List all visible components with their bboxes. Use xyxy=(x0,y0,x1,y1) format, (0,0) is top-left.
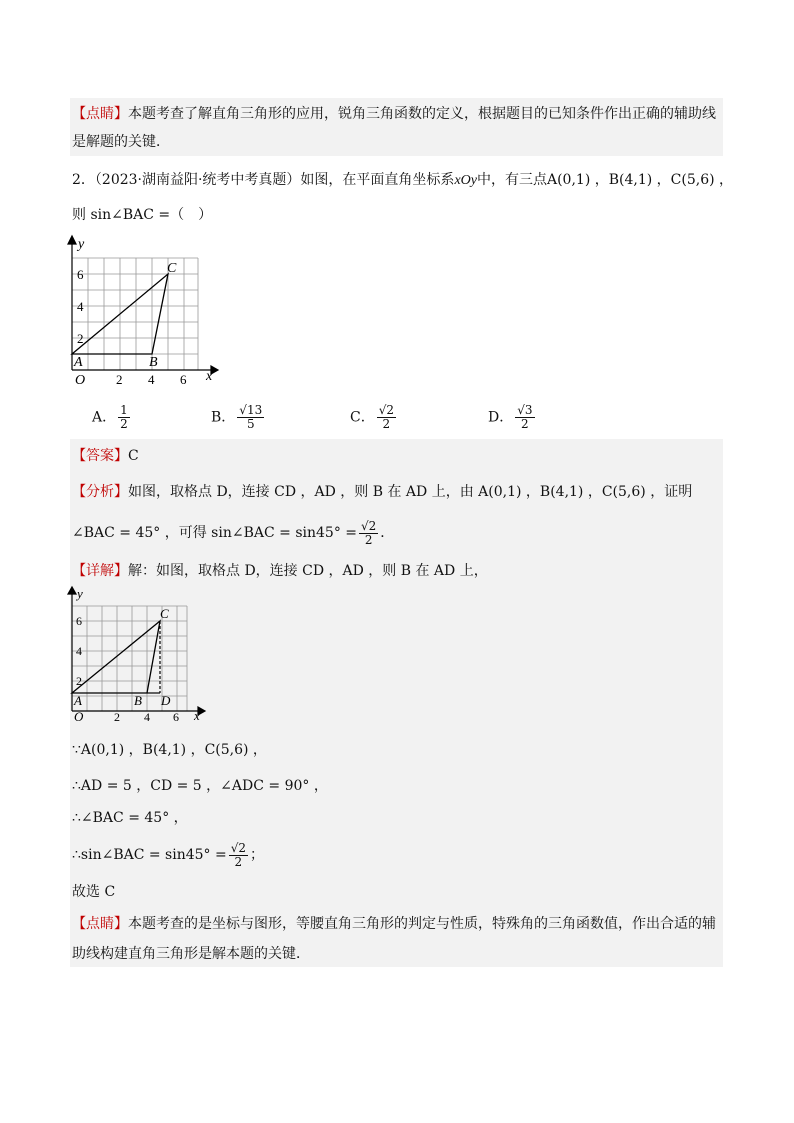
point-a-label: A xyxy=(74,355,83,370)
answer-line xyxy=(72,446,139,466)
y-tick-label: 2 xyxy=(76,674,82,688)
answer-value: C xyxy=(128,448,139,464)
question-line2: 则 sin∠BAC =（ ） xyxy=(72,207,213,223)
question-line1: 2．（2023·湖南益阳·统考中考真题）如图，在平面直角坐标系xOy中，有三点A(0,1) ，B(4,1) ，C(5,6) ， xyxy=(72,172,734,188)
figure-1-grid xyxy=(72,258,198,370)
detail-choice: 故选 C xyxy=(72,884,116,900)
option-b[interactable]: B． $\frac{√13}{5}$ xyxy=(211,403,263,431)
y-label: y xyxy=(78,237,85,252)
y-tick-label: 2 xyxy=(77,331,84,346)
point-a-label: A xyxy=(74,693,82,708)
x-tick-label: 4 xyxy=(144,710,150,724)
y-tick-label: 6 xyxy=(76,614,82,628)
figure-1 xyxy=(66,232,226,388)
y-tick-label: 4 xyxy=(77,299,84,314)
option-d[interactable]: D． $\frac{√3}{2}$ xyxy=(488,403,533,431)
option-b-fraction: $\frac{√13}{5}$ xyxy=(239,403,263,431)
figure-2 xyxy=(66,584,216,724)
option-c[interactable]: C． $\frac{√2}{2}$ xyxy=(350,403,394,431)
y-label: y xyxy=(77,586,83,601)
option-c-fraction: $\frac{√2}{2}$ xyxy=(378,403,394,431)
x-tick-label: 6 xyxy=(173,710,179,724)
detail-fraction: $\frac{√2}{2}$ xyxy=(230,840,247,869)
bottom-note-tag: 【点睛】 xyxy=(72,916,128,932)
option-a[interactable]: A． $\frac{1}{2}$ xyxy=(92,403,128,431)
top-note-line1: 【点睛】本题考查了解直角三角形的应用，锐角三角函数的定义，根据题目的已知条件作出正确的辅助线 xyxy=(72,106,716,122)
detail-step3: ∴∠BAC = 45° ， xyxy=(72,810,188,826)
top-note-tag: 【点睛】 xyxy=(72,106,128,122)
analysis-tag: 【分析】 xyxy=(72,484,128,500)
point-d-label: D xyxy=(161,693,171,708)
x-label: x xyxy=(206,369,213,384)
top-note-line2: 是解题的关键． xyxy=(72,134,170,150)
option-a-fraction: $\frac{1}{2}$ xyxy=(120,403,128,431)
x-tick-label: 6 xyxy=(180,372,187,387)
detail-step1: ∵A(0,1) ，B(4,1) ，C(5,6) ， xyxy=(72,742,267,758)
analysis-line1: 【分析】如图，取格点 D，连接 CD ，AD ，则 B 在 AD 上，由 A(0,1) ，B(4,1) ，C(5,6) ，证明 xyxy=(72,484,693,500)
y-arrow-icon xyxy=(68,587,76,594)
bottom-note-line2: 助线构建直角三角形是解本题的关键． xyxy=(72,946,310,962)
detail-step2: ∴AD = 5 ，CD = 5 ，∠ADC = 90° ， xyxy=(72,778,328,794)
analysis-line2: ∠BAC = 45° ，可得 sin∠BAC = sin45° = $\frac{√2}{2}$ ． xyxy=(72,518,395,547)
y-arrow-icon xyxy=(68,236,76,244)
point-c-label: C xyxy=(167,261,177,276)
detail-line1: 【详解】解：如图，取格点 D，连接 CD ，AD ，则 B 在 AD 上， xyxy=(72,563,488,579)
x-tick-label: 2 xyxy=(116,372,123,387)
option-d-fraction: $\frac{√3}{2}$ xyxy=(517,403,533,431)
point-b-label: B xyxy=(149,355,158,370)
detail-step4: ∴sin∠BAC = sin45° = $\frac{√2}{2}$ ； xyxy=(72,840,265,869)
origin-label: O xyxy=(74,709,84,724)
detail-tag: 【详解】 xyxy=(72,563,128,579)
answer-tag: 【答案】 xyxy=(72,448,128,464)
x-label: x xyxy=(194,708,200,723)
point-b-label: B xyxy=(134,693,142,708)
y-tick-label: 6 xyxy=(77,267,84,282)
analysis-fraction: $\frac{√2}{2}$ xyxy=(361,518,377,547)
point-c-label: C xyxy=(160,606,169,621)
y-tick-label: 4 xyxy=(76,644,82,658)
bottom-note-line1: 【点睛】本题考查的是坐标与图形，等腰直角三角形的判定与性质，特殊角的三角函数值，作出合适的辅 xyxy=(72,916,716,932)
x-tick-label: 4 xyxy=(148,372,155,387)
x-tick-label: 2 xyxy=(114,710,120,724)
origin-label: O xyxy=(75,373,86,388)
